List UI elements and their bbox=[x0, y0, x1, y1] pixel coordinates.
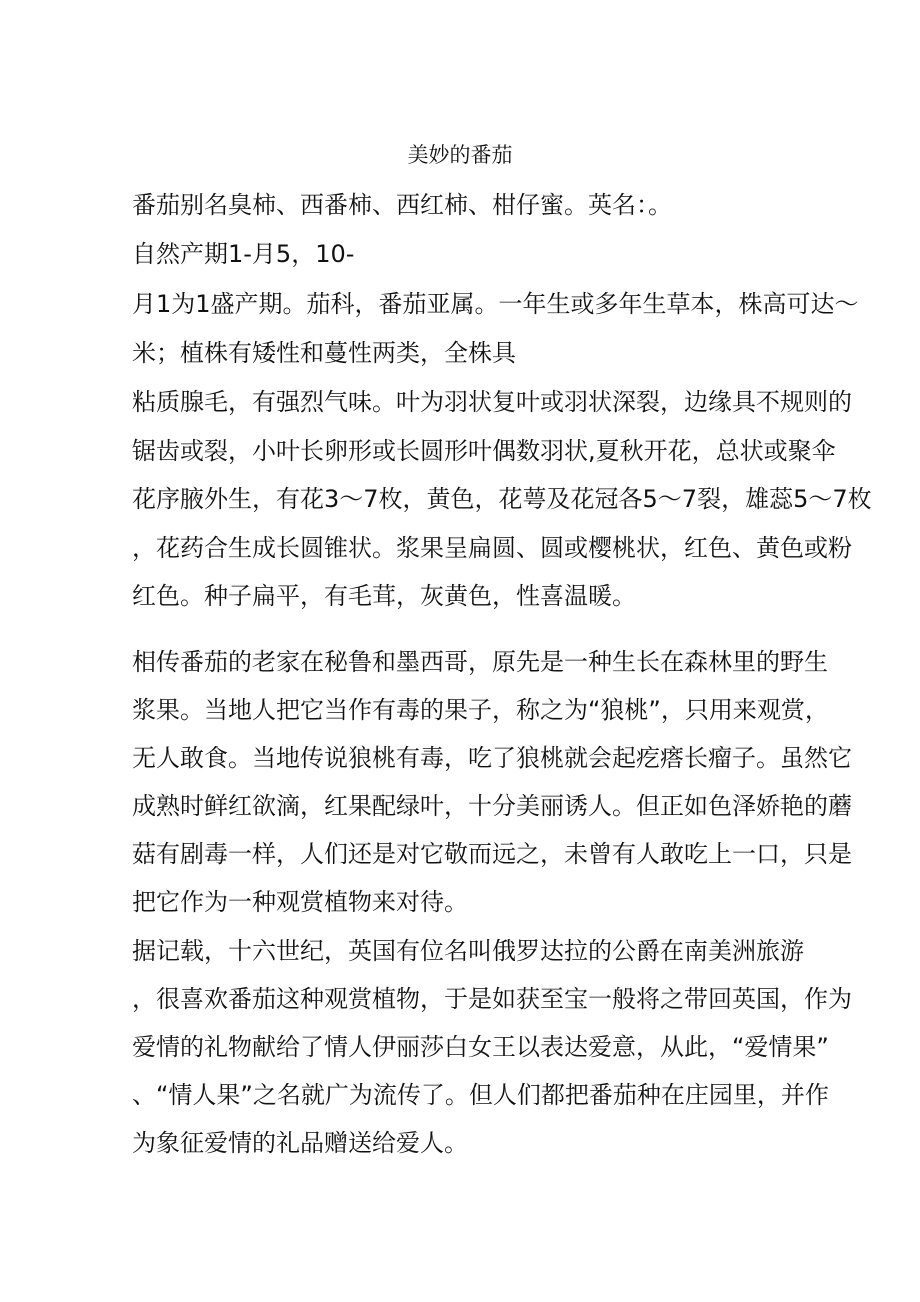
text-line: ，很喜欢番茄这种观赏植物，于是如获至宝一般将之带回英国，作为 bbox=[132, 985, 852, 1013]
text-line: 菇有剧毒一样，人们还是对它敬而远之，未曾有人敢吃上一口，只是 bbox=[132, 840, 852, 868]
text-line: 为象征爱情的礼品赠送给爱人。 bbox=[132, 1129, 468, 1157]
text-line: 相传番茄的老家在秘鲁和墨西哥，原先是一种生长在森林里的野生 bbox=[132, 648, 828, 676]
text-line: 爱情的礼物献给了情人伊丽莎白女王以表达爱意，从此，“爱情果” bbox=[132, 1033, 829, 1061]
text-line: 自然产期1-月5，10- bbox=[132, 240, 355, 268]
text-line: 、“情人果”之名就广为流传了。但人们都把番茄种在庄园里，并作 bbox=[132, 1081, 829, 1109]
text-line: 月1为1盛产期。茄科，番茄亚属。一年生或多年生草本，株高可达〜 bbox=[132, 290, 859, 318]
text-line: 锯齿或裂，小叶长卵形或长圆形叶偶数羽状,夏秋开花，总状或聚伞 bbox=[132, 437, 836, 465]
text-line: 据记载，十六世纪，英国有位名叫俄罗达拉的公爵在南美洲旅游 bbox=[132, 937, 804, 965]
text-line: 米；植株有矮性和蔓性两类，全株具 bbox=[132, 339, 516, 367]
text-line: 无人敢食。当地传说狼桃有毒，吃了狼桃就会起疙瘩长瘤子。虽然它 bbox=[132, 744, 852, 772]
text-line: ，花药合生成长圆锥状。浆果呈扁圆、圆或樱桃状，红色、黄色或粉 bbox=[132, 534, 852, 562]
text-line: 粘质腺毛，有强烈气味。叶为羽状复叶或羽状深裂，边缘具不规则的 bbox=[132, 388, 852, 416]
text-line: 花序腋外生，有花3〜7枚，黄色，花萼及花冠各5〜7裂，雄蕊5〜7枚 bbox=[132, 485, 872, 513]
text-line: 成熟时鲜红欲滴，红果配绿叶，十分美丽诱人。但正如色泽娇艳的蘑 bbox=[132, 792, 852, 820]
text-line: 红色。种子扁平，有毛茸，灰黄色，性喜温暖。 bbox=[132, 582, 636, 610]
text-line: 把它作为一种观赏植物来对待。 bbox=[132, 888, 468, 916]
text-line: 番茄别名臭柿、西番柿、西红柿、柑仔蜜。英名：。 bbox=[132, 191, 672, 219]
text-line: 浆果。当地人把它当作有毒的果子，称之为“狼桃”，只用来观赏， bbox=[132, 696, 829, 724]
document-title: 美妙的番茄 bbox=[407, 143, 513, 167]
